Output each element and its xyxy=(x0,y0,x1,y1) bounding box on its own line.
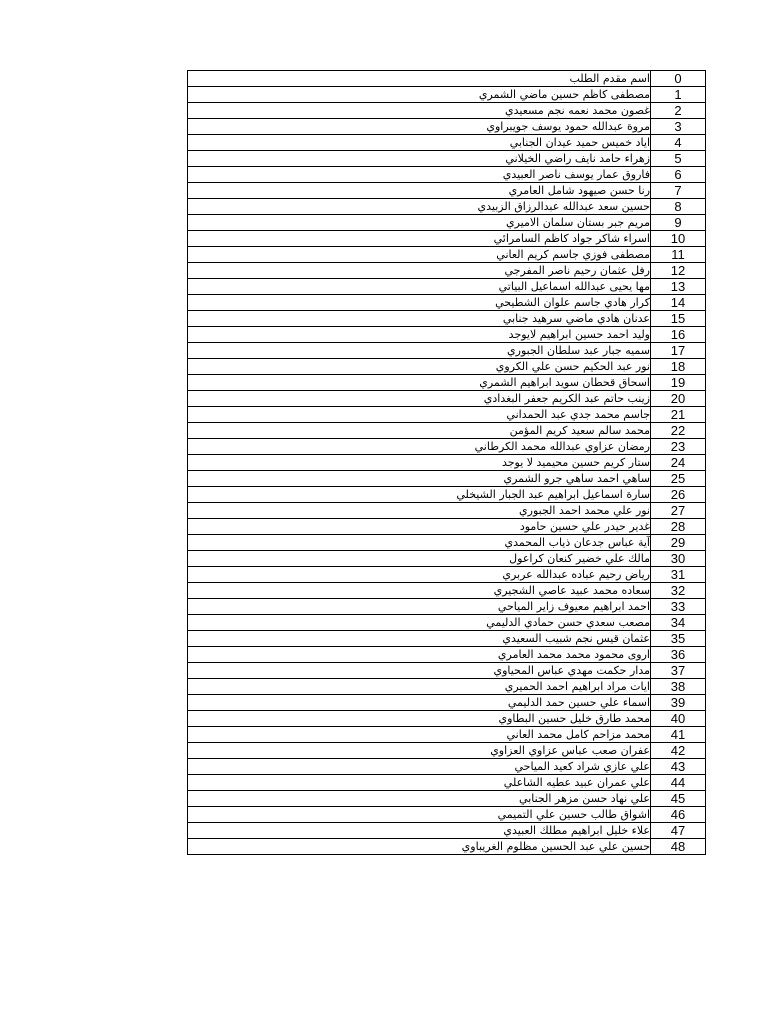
table-row xyxy=(188,199,706,215)
table-row xyxy=(188,551,706,567)
applicant-name-cell: علي نهاد حسن مزهر الجنابي xyxy=(188,791,651,807)
table-row xyxy=(188,455,706,471)
table-row xyxy=(188,423,706,439)
applicant-name-cell: اياد خميس حميد عيدان الجنابي xyxy=(188,135,651,151)
applicant-name-cell: عدنان هادي ماضي سرهيد جنابي xyxy=(188,311,651,327)
table-row xyxy=(188,791,706,807)
table-row xyxy=(188,359,706,375)
row-number-cell: 38 xyxy=(651,679,706,695)
applicant-name-cell: مصطفى كاظم حسين ماضي الشمري xyxy=(188,87,651,103)
row-number-cell: 36 xyxy=(651,647,706,663)
row-number-cell: 5 xyxy=(651,151,706,167)
applicant-name-cell: كرار هادي جاسم علوان الشطيحي xyxy=(188,295,651,311)
applicant-name-cell: رمضان عزاوي عبدالله محمد الكرطاني xyxy=(188,439,651,455)
applicant-name-cell: علي عمران عبيد عطيه الشاعلي xyxy=(188,775,651,791)
table-row xyxy=(188,567,706,583)
row-number-cell: 42 xyxy=(651,743,706,759)
table-row xyxy=(188,135,706,151)
table-row xyxy=(188,711,706,727)
row-number-cell: 3 xyxy=(651,119,706,135)
row-number-cell: 47 xyxy=(651,823,706,839)
table-row xyxy=(188,519,706,535)
row-number-cell: 37 xyxy=(651,663,706,679)
table-header-row xyxy=(188,71,706,87)
row-number-cell: 23 xyxy=(651,439,706,455)
row-number-cell: 28 xyxy=(651,519,706,535)
row-number-cell: 9 xyxy=(651,215,706,231)
row-number-cell: 48 xyxy=(651,839,706,855)
row-number-cell: 45 xyxy=(651,791,706,807)
table-row xyxy=(188,839,706,855)
row-number-cell: 39 xyxy=(651,695,706,711)
applicant-name-cell: احمد ابراهيم معيوف زاير المياحي xyxy=(188,599,651,615)
applicant-name-cell: نور عبد الحكيم حسن علي الكروي xyxy=(188,359,651,375)
applicants-table-body xyxy=(188,71,706,855)
applicant-name-cell: اسراء شاكر جواد كاظم السامرائي xyxy=(188,231,651,247)
table-row xyxy=(188,615,706,631)
row-number-cell: 34 xyxy=(651,615,706,631)
table-row xyxy=(188,743,706,759)
applicant-name-cell: ستار كريم حسين محيميد لا يوجد xyxy=(188,455,651,471)
table-row xyxy=(188,183,706,199)
table-row xyxy=(188,695,706,711)
row-number-cell: 19 xyxy=(651,375,706,391)
row-number-cell: 44 xyxy=(651,775,706,791)
applicant-name-cell: ايات مراد ابراهيم احمد الحميري xyxy=(188,679,651,695)
applicant-name-cell: زهراء حامد نايف راضي الخيلاني xyxy=(188,151,651,167)
row-number-cell: 22 xyxy=(651,423,706,439)
row-number-cell: 40 xyxy=(651,711,706,727)
table-row xyxy=(188,295,706,311)
table-row xyxy=(188,775,706,791)
table-row xyxy=(188,807,706,823)
row-number-cell: 12 xyxy=(651,263,706,279)
applicant-name-cell: رنا حسن صيهود شامل العامري xyxy=(188,183,651,199)
table-row xyxy=(188,599,706,615)
table-row xyxy=(188,487,706,503)
number-column-header: 0 xyxy=(651,71,706,87)
table-row xyxy=(188,391,706,407)
table-row xyxy=(188,503,706,519)
row-number-cell: 6 xyxy=(651,167,706,183)
row-number-cell: 31 xyxy=(651,567,706,583)
applicant-name-cell: غصون محمد نعمه نجم مسعيدي xyxy=(188,103,651,119)
row-number-cell: 25 xyxy=(651,471,706,487)
applicant-name-cell: فاروق عمار يوسف ناصر العبيدي xyxy=(188,167,651,183)
applicant-name-cell: رفل عثمان رحيم ناصر المفرجي xyxy=(188,263,651,279)
applicant-name-cell: سميه جبار عبد سلطان الجبوري xyxy=(188,343,651,359)
applicant-name-cell: محمد سالم سعيد كريم المؤمن xyxy=(188,423,651,439)
row-number-cell: 4 xyxy=(651,135,706,151)
table-row xyxy=(188,279,706,295)
table-row xyxy=(188,375,706,391)
applicant-name-cell: وليد احمد حسين ابراهيم لايوجد xyxy=(188,327,651,343)
table-row xyxy=(188,231,706,247)
table-row xyxy=(188,727,706,743)
table-row xyxy=(188,535,706,551)
table-row xyxy=(188,247,706,263)
table-row xyxy=(188,679,706,695)
table-row xyxy=(188,663,706,679)
row-number-cell: 10 xyxy=(651,231,706,247)
row-number-cell: 1 xyxy=(651,87,706,103)
table-row xyxy=(188,439,706,455)
table-row xyxy=(188,311,706,327)
row-number-cell: 14 xyxy=(651,295,706,311)
table-row xyxy=(188,631,706,647)
row-number-cell: 2 xyxy=(651,103,706,119)
table-row xyxy=(188,263,706,279)
table-row xyxy=(188,471,706,487)
applicant-name-cell: حسين علي عبد الحسين مظلوم الغريباوي xyxy=(188,839,651,855)
row-number-cell: 43 xyxy=(651,759,706,775)
applicant-name-cell: سارة اسماعيل ابراهيم عبد الجبار الشيخلي xyxy=(188,487,651,503)
applicant-name-cell: علي عازي شراد كعيد المياحي xyxy=(188,759,651,775)
applicant-name-cell: محمد مزاحم كامل محمد العاني xyxy=(188,727,651,743)
row-number-cell: 26 xyxy=(651,487,706,503)
row-number-cell: 24 xyxy=(651,455,706,471)
applicant-name-cell: مصعب سعدي حسن حمادي الدليمي xyxy=(188,615,651,631)
table-row xyxy=(188,407,706,423)
row-number-cell: 30 xyxy=(651,551,706,567)
row-number-cell: 29 xyxy=(651,535,706,551)
row-number-cell: 35 xyxy=(651,631,706,647)
applicant-name-cell: مصطفى فوزي جاسم كريم العاني xyxy=(188,247,651,263)
table-row xyxy=(188,87,706,103)
applicant-name-cell: اشواق طالب حسين علي التميمي xyxy=(188,807,651,823)
row-number-cell: 13 xyxy=(651,279,706,295)
applicant-name-cell: اسماء علي حسين حمد الدليمي xyxy=(188,695,651,711)
row-number-cell: 27 xyxy=(651,503,706,519)
applicant-name-cell: حسين سعد عبدالله عبدالرزاق الزبيدي xyxy=(188,199,651,215)
applicant-name-cell: غدير حيدر علي حسين حامود xyxy=(188,519,651,535)
applicant-name-cell: رياض رحيم عباده عبدالله عربري xyxy=(188,567,651,583)
table-row xyxy=(188,583,706,599)
applicant-name-cell: عفران صعب عباس عزاوي العزاوي xyxy=(188,743,651,759)
table-row xyxy=(188,327,706,343)
applicant-name-cell: مروة عبدالله حمود يوسف جويبراوي xyxy=(188,119,651,135)
row-number-cell: 46 xyxy=(651,807,706,823)
row-number-cell: 7 xyxy=(651,183,706,199)
applicant-name-cell: زينب حاتم عبد الكريم جعفر البغدادي xyxy=(188,391,651,407)
table-row xyxy=(188,823,706,839)
row-number-cell: 17 xyxy=(651,343,706,359)
table-row xyxy=(188,647,706,663)
table-row xyxy=(188,119,706,135)
applicant-name-cell: ساهي احمد ساهي جرو الشمري xyxy=(188,471,651,487)
applicant-name-cell: عثمان قيس نجم شبيب السعيدي xyxy=(188,631,651,647)
applicant-name-cell: اسحاق قحطان سويد ابراهيم الشمري xyxy=(188,375,651,391)
table-row xyxy=(188,343,706,359)
applicant-name-cell: مدار حكمت مهدي عباس المحياوي xyxy=(188,663,651,679)
applicant-name-cell: سعاده محمد عبيد عاصي الشجيري xyxy=(188,583,651,599)
table-row xyxy=(188,167,706,183)
applicant-name-cell: مها يحيى عبدالله اسماعيل البياتي xyxy=(188,279,651,295)
applicant-name-cell: علاء خليل ابراهيم مطلك العبيدي xyxy=(188,823,651,839)
applicants-sheet xyxy=(187,70,705,855)
name-column-header: اسم مقدم الطلب xyxy=(188,71,651,87)
table-row xyxy=(188,215,706,231)
applicant-name-cell: آية عباس جدعان ذياب المحمدي xyxy=(188,535,651,551)
applicant-name-cell: مالك علي خضير كنعان كراعول xyxy=(188,551,651,567)
row-number-cell: 33 xyxy=(651,599,706,615)
applicant-name-cell: جاسم محمد جدي عبد الحمداني xyxy=(188,407,651,423)
applicant-name-cell: محمد طارق خليل حسين البطاوي xyxy=(188,711,651,727)
table-row xyxy=(188,151,706,167)
applicant-name-cell: نور علي محمد احمد الجبوري xyxy=(188,503,651,519)
table-row xyxy=(188,103,706,119)
row-number-cell: 8 xyxy=(651,199,706,215)
table-row xyxy=(188,759,706,775)
applicant-name-cell: اروى محمود محمد محمد العامري xyxy=(188,647,651,663)
row-number-cell: 16 xyxy=(651,327,706,343)
applicant-name-cell: مريم جبر بستان سلمان الاميري xyxy=(188,215,651,231)
applicants-table xyxy=(187,70,706,855)
row-number-cell: 21 xyxy=(651,407,706,423)
row-number-cell: 41 xyxy=(651,727,706,743)
row-number-cell: 18 xyxy=(651,359,706,375)
row-number-cell: 32 xyxy=(651,583,706,599)
row-number-cell: 15 xyxy=(651,311,706,327)
row-number-cell: 20 xyxy=(651,391,706,407)
row-number-cell: 11 xyxy=(651,247,706,263)
